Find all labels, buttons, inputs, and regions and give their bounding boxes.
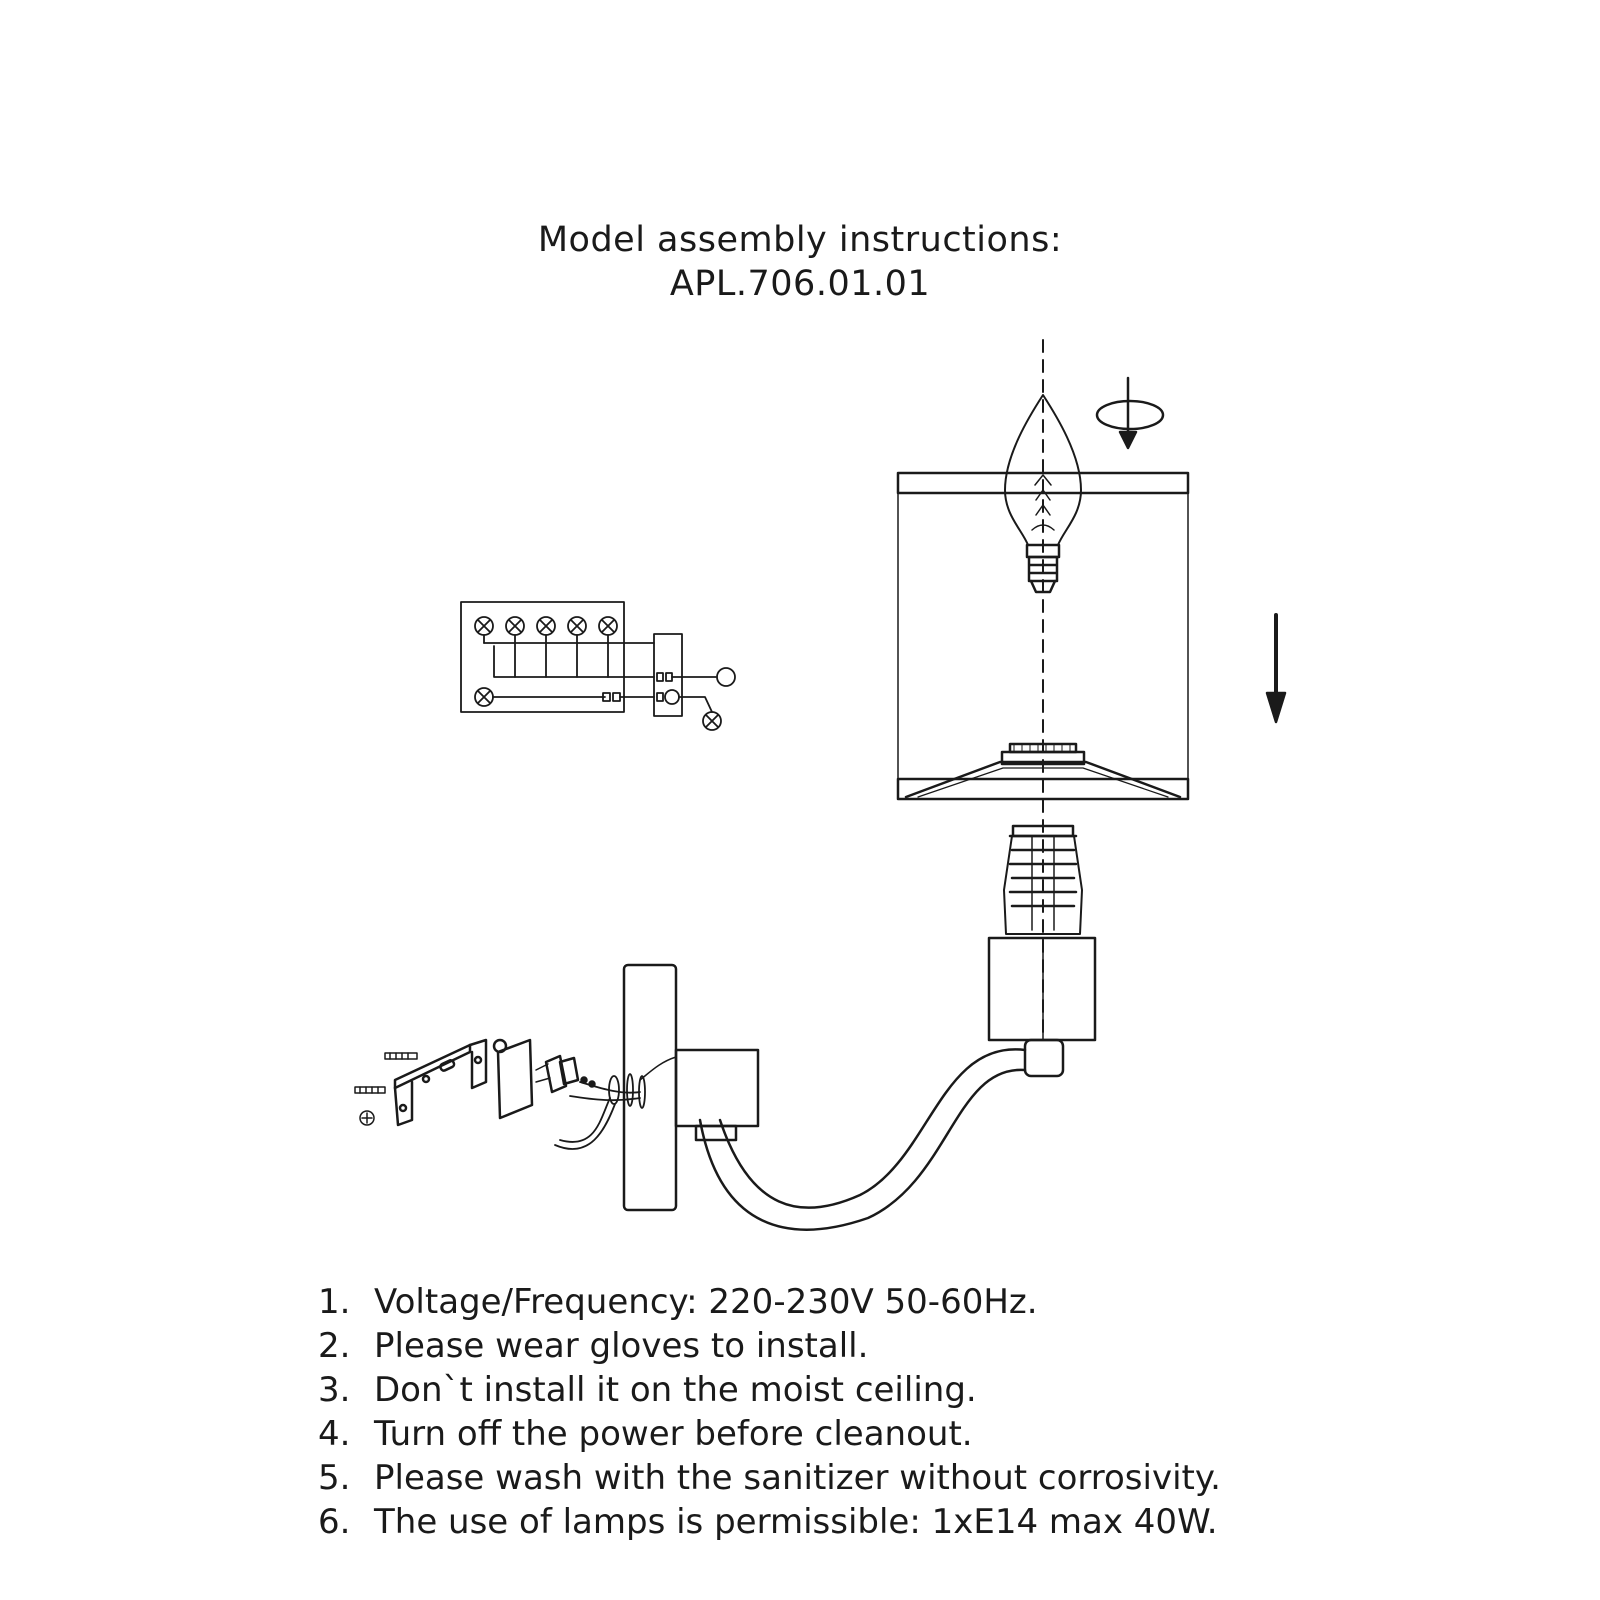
list-item [318, 1368, 1221, 1412]
lamp-arm [700, 1049, 1025, 1229]
rotate-icon [1097, 378, 1163, 448]
list-item [318, 1324, 1221, 1368]
step-text: The use of lamps is permissible: 1xE14 max 40W. [374, 1502, 1218, 1542]
list-item [318, 1412, 1221, 1456]
step-number: 6. [318, 1502, 351, 1542]
down-arrow-icon [1267, 615, 1285, 722]
terminal-block-icon [536, 1056, 595, 1092]
list-item [318, 1280, 1221, 1324]
step-text: Turn off the power before cleanout. [374, 1414, 973, 1454]
step-text: Please wash with the sanitizer without corrosivity. [374, 1458, 1221, 1498]
model-number: APL.706.01.01 [669, 264, 931, 304]
diagram-title: Model assembly instructions: [537, 220, 1063, 260]
step-number: 4. [318, 1414, 351, 1454]
list-item [318, 1500, 1221, 1544]
step-number: 1. [318, 1282, 351, 1322]
step-number: 3. [318, 1370, 351, 1410]
step-number: 2. [318, 1326, 351, 1366]
step-number: 5. [318, 1458, 351, 1498]
screw-icon [355, 1053, 417, 1125]
instruction-list [318, 1280, 1221, 1544]
step-text: Voltage/Frequency: 220-230V 50-60Hz. [374, 1282, 1038, 1322]
step-text: Please wear gloves to install. [374, 1326, 869, 1366]
step-text: Don`t install it on the moist ceiling. [374, 1370, 977, 1410]
wiring-diagram-icon [461, 602, 735, 730]
list-item [318, 1456, 1221, 1500]
lead-wires [555, 1074, 645, 1149]
